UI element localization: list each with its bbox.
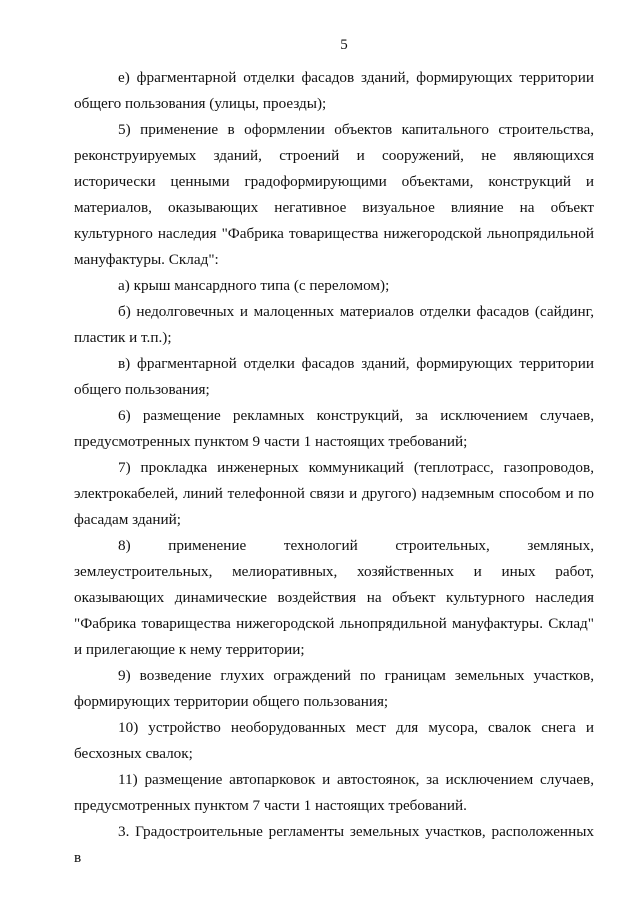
paragraph-8-dynamic-impact-works: 8) применение технологий строительных, земляных, землеустроительных, мелиоративных, хозяйственных и иных работ, оказывающих динамические воздействия на объект культурного наследия "Фабрика товарищества нижегородской льнопрядильной мануфактуры. Склад" и прилегающие к нему территории; xyxy=(74,537,594,658)
paragraph-3-urban-planning-regulations: 3. Градостроительные регламенты земельных участков, расположенных в xyxy=(74,823,594,866)
paragraph-v-fragmentary-finishing: в) фрагментарной отделки фасадов зданий, формирующих территории общего пользования; xyxy=(74,355,594,398)
paragraph-7-engineering-communications: 7) прокладка инженерных коммуникаций (теплотрасс, газопроводов, электрокабелей, линий телефонной связи и другого) надземным способом и по фасадам зданий; xyxy=(74,459,594,528)
paragraph-e-fragmentary-finishing: е) фрагментарной отделки фасадов зданий, формирующих территории общего пользования (улицы, проезды); xyxy=(74,69,594,112)
paragraph-9-solid-fences: 9) возведение глухих ограждений по границам земельных участков, формирующих территории общего пользования; xyxy=(74,667,594,710)
paragraph-a-mansard-roofs: а) крыш мансардного типа (с переломом); xyxy=(118,277,390,294)
page-number: 5 xyxy=(340,37,348,53)
paragraph-6-advertising-structures: 6) размещение рекламных конструкций, за исключением случаев, предусмотренных пунктом 9 части 1 настоящих требований; xyxy=(74,407,594,450)
paragraph-b-low-value-materials: б) недолговечных и малоценных материалов отделки фасадов (сайдинг, пластик и т.п.); xyxy=(74,303,594,346)
paragraph-11-parking: 11) размещение автопарковок и автостоянок, за исключением случаев, предусмотренных пунктом 7 части 1 настоящих требований. xyxy=(74,771,594,814)
paragraph-10-garbage-sites: 10) устройство необорудованных мест для мусора, свалок снега и бесхозных свалок; xyxy=(74,719,594,762)
paragraph-5-negative-visual-materials: 5) применение в оформлении объектов капитального строительства, реконструируемых зданий, строений и сооружений, не являющихся исторически ценными градоформирующими объектами, конструкций и материалов, оказывающих негативное визуальное влияние на объект культурного наследия "Фабрика товарищества нижегородской льнопрядильной мануфактуры. Склад": xyxy=(74,121,594,268)
